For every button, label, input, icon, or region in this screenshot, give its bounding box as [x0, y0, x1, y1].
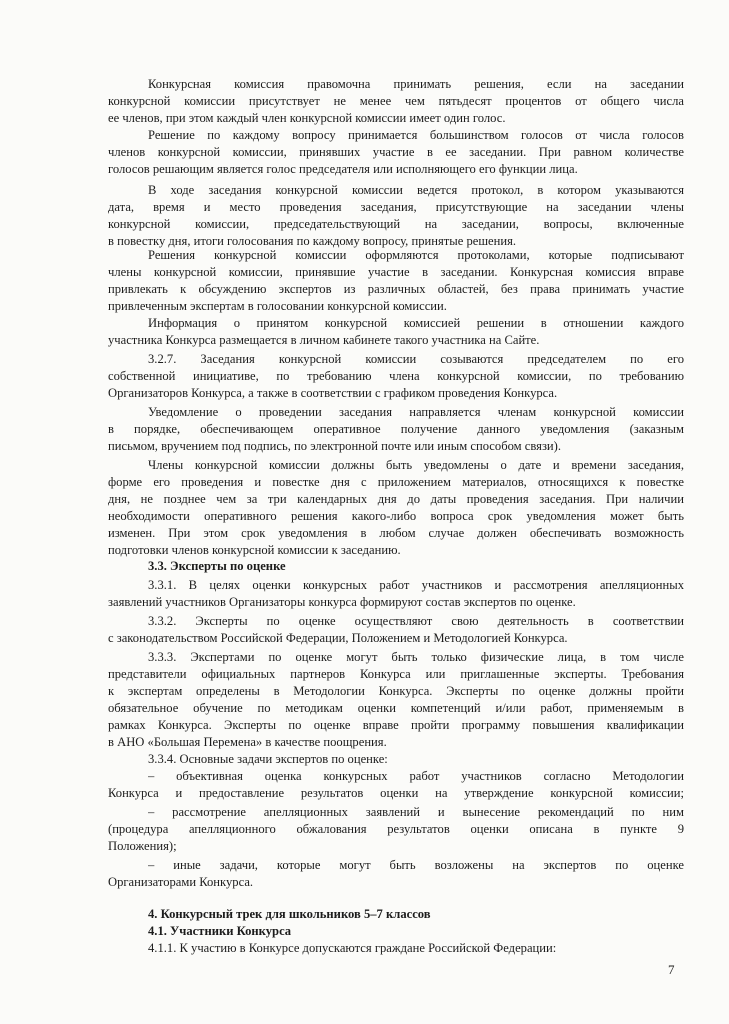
- text-line: 3.3.1. В целях оценки конкурсных работ участников и рассмотрения апелляционных: [148, 578, 684, 592]
- text-line: собственной инициативе, по требованию члена конкурсной комиссии, по требованию: [108, 369, 684, 383]
- text-line: представители официальных партнеров Конкурса или приглашенные эксперты. Требования: [108, 667, 684, 681]
- text-line: в повестку дня, итоги голосования по каждому вопросу, принятые решения.: [108, 234, 517, 248]
- text-line: необходимости оперативного решения какого-либо вопроса срок уведомления может быть: [108, 509, 684, 523]
- text-line: Решения конкурсной комиссии оформляются протоколами, которые подписывают: [148, 248, 684, 262]
- text-line: участника Конкурса размещается в личном кабинете такого участника на Сайте.: [108, 333, 540, 347]
- text-line: Положения);: [108, 839, 177, 853]
- text-line: обязательное обучение по методикам оценки компетенций и/или работ, применяемым в: [108, 701, 684, 715]
- text-line: В ходе заседания конкурсной комиссии ведется протокол, в котором указываются: [148, 183, 684, 197]
- text-line: привлекать к обсуждению экспертов из различных областей, без права принимать участие: [108, 282, 684, 296]
- text-line: ее членов, при этом каждый член конкурсной комиссии имеет один голос.: [108, 111, 506, 125]
- text-line: 4.1.1. К участию в Конкурсе допускаются граждане Российской Федерации:: [148, 941, 557, 955]
- text-line: 3.2.7. Заседания конкурсной комиссии созываются председателем по его: [148, 352, 684, 366]
- text-line: Уведомление о проведении заседания направляется членам конкурсной комиссии: [148, 405, 684, 419]
- page-number: 7: [668, 962, 675, 977]
- text-line: дата, время и место проведения заседания, присутствующие на заседании члены: [108, 200, 684, 214]
- text-line: в АНО «Большая Перемена» в качестве поощрения.: [108, 735, 387, 749]
- list-item: – рассмотрение апелляционных заявлений и вынесение рекомендаций по ним: [148, 805, 684, 819]
- text-line: Информация о принятом конкурсной комиссией решении в отношении каждого: [148, 316, 684, 330]
- text-line: Члены конкурсной комиссии должны быть уведомлены о дате и времени заседания,: [148, 458, 684, 472]
- text-line: с законодательством Российской Федерации, Положением и Методологией Конкурса.: [108, 631, 568, 645]
- text-line: привлеченным экспертам в голосовании конкурсной комиссии.: [108, 299, 447, 313]
- text-line: рамках Конкурса. Эксперты по оценке вправе пройти программу повышения квалификации: [108, 718, 684, 732]
- subsection-heading: 4.1. Участники Конкурса: [148, 924, 292, 938]
- text-line: Решение по каждому вопросу принимается большинством голосов от числа голосов: [148, 128, 684, 142]
- text-line: конкурсной комиссии присутствует не менее чем пятьдесят процентов от общего числа: [108, 94, 684, 108]
- text-line: членов конкурсной комиссии, принявших участие в ее заседании. При равном количестве: [108, 145, 684, 159]
- text-line: 3.3.2. Эксперты по оценке осуществляют свою деятельность в соответствии: [148, 614, 684, 628]
- text-line: письмом, вручением под подпись, по электронной почте или иным способом связи).: [108, 439, 561, 453]
- text-line: конкурсной комиссии, председательствующий на заседании, вопросы, включенные: [108, 217, 684, 231]
- text-line: в порядке, обеспечивающем оперативное получение данного уведомления (заказным: [108, 422, 684, 436]
- text-line: Организаторами Конкурса.: [108, 875, 254, 889]
- text-line: 3.3.4. Основные задачи экспертов по оценке:: [148, 752, 388, 766]
- text-line: заявлений участников Организаторы конкурса формируют состав экспертов по оценке.: [108, 595, 576, 609]
- text-line: форме его проведения и повестке дня с приложением материалов, относящихся к повестке: [108, 475, 684, 489]
- text-line: члены конкурсной комиссии, принявшие участие в заседании. Конкурсная комиссия вправе: [108, 265, 684, 279]
- text-line: Организаторов Конкурса, а также в соответствии с графиком проведения Конкурса.: [108, 386, 558, 400]
- text-line: Конкурсная комиссия правомочна принимать решения, если на заседании: [148, 77, 684, 91]
- section-heading: 4. Конкурсный трек для школьников 5–7 классов: [148, 907, 431, 921]
- text-line: Конкурса и предоставление результатов оценки на утверждение конкурсной комиссии;: [108, 786, 684, 800]
- text-line: (процедура апелляционного обжалования результатов оценки описана в пункте 9: [108, 822, 684, 836]
- text-line: подготовки членов конкурсной комиссии к заседанию.: [108, 543, 401, 557]
- text-line: голосов решающим является голос председателя или исполняющего его функции лица.: [108, 162, 578, 176]
- text-line: к экспертам определены в Методологии Конкурса. Эксперты по оценке должны пройти: [108, 684, 684, 698]
- section-heading: 3.3. Эксперты по оценке: [148, 559, 286, 573]
- text-line: изменен. При этом срок уведомления в любом случае должен обеспечивать возможность: [108, 526, 684, 540]
- text-line: дня, не позднее чем за три календарных дня до даты проведения заседания. При наличии: [108, 492, 684, 506]
- text-line: 3.3.3. Экспертами по оценке могут быть только физические лица, в том числе: [148, 650, 684, 664]
- list-item: – иные задачи, которые могут быть возложены на экспертов по оценке: [148, 858, 684, 872]
- list-item: – объективная оценка конкурсных работ участников согласно Методологии: [148, 769, 684, 783]
